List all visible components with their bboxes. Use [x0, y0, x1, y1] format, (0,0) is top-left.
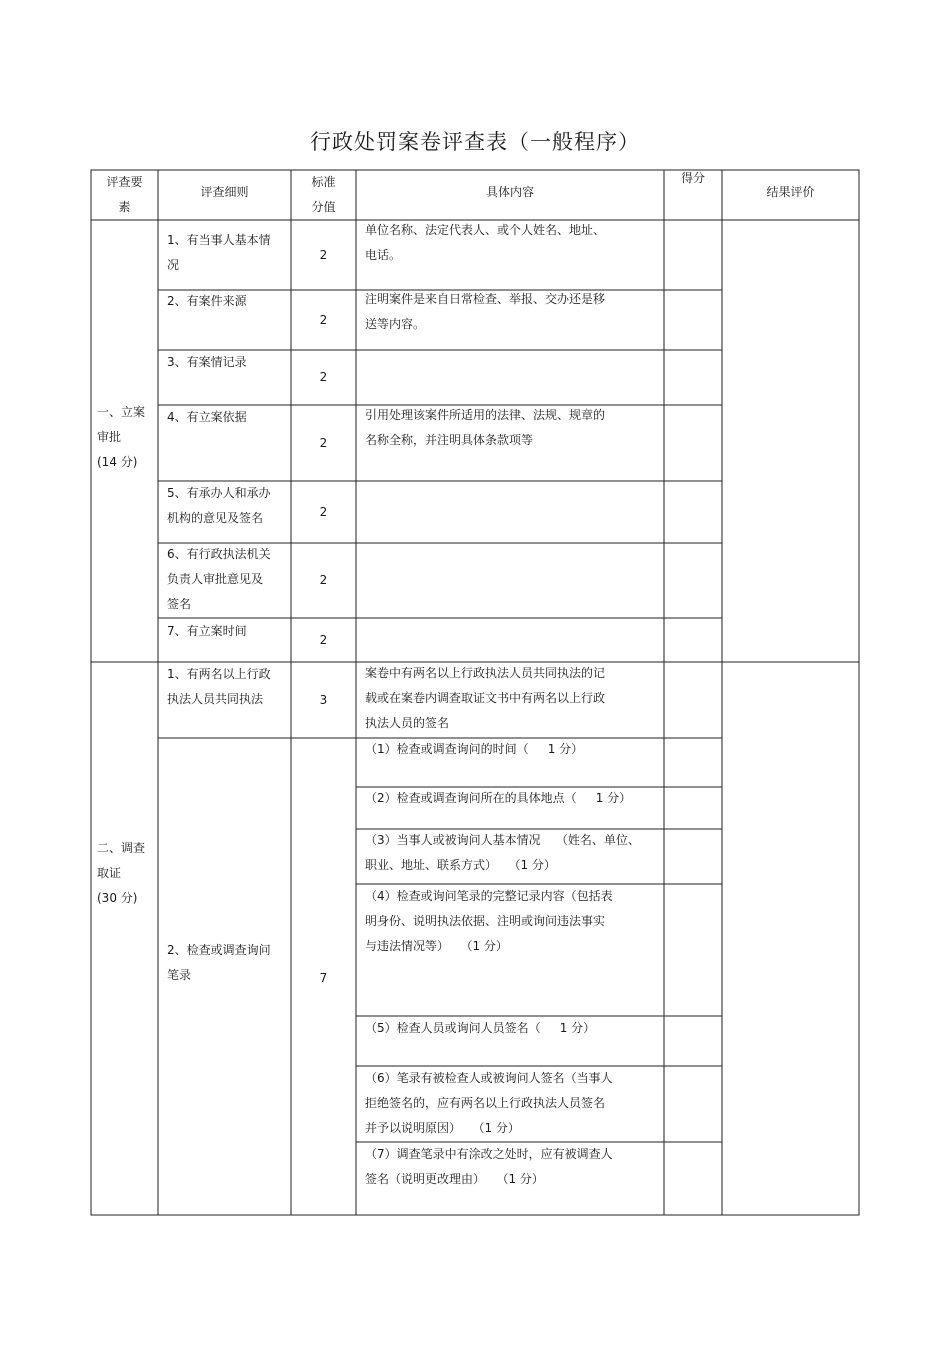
s1-item-2-detail: 2、有案件来源: [167, 294, 247, 308]
s2-sub-4: （4）检查或询问笔录的完整记录内容（包括表 明身份、说明执法依据、注明或询问违法事实 与违法情况等） （1 分）: [365, 889, 613, 953]
s1-item-4-score: 2: [319, 435, 328, 450]
s2-sub-3: （3）当事人或被询问人基本情况 （姓名、单位、 职业、地址、联系方式） （1 分）: [365, 833, 640, 872]
s1-item-7-score: 2: [319, 632, 328, 647]
header-content: 具体内容: [485, 184, 534, 199]
header-detail: 评查细则: [200, 184, 249, 199]
header-standard-score: 标准 分值: [311, 175, 336, 214]
s1-item-2-content: 注明案件是来自日常检查、举报、交办还是移 送等内容。: [365, 292, 606, 331]
s1-item-5-score: 2: [319, 504, 328, 519]
s2-sub-6: （6）笔录有被检查人或被询问人签名（当事人 拒绝签名的，应有两名以上行政执法人员签名 并予以说明原因） （1 分）: [365, 1071, 613, 1135]
s1-item-6-detail: 6、有行政执法机关 负责人审批意见及 签名: [167, 547, 271, 611]
s1-item-1-detail: 1、有当事人基本情 况: [167, 233, 271, 272]
section-2-label: 二、调查 取证 (30 分): [97, 841, 146, 905]
section-1-label: 一、立案 审批 (14 分): [97, 405, 146, 469]
s1-item-7-detail: 7、有立案时间: [167, 624, 247, 638]
s2-sub-5: （5）检查人员或询问人员签名（ 1 分）: [365, 1021, 596, 1035]
s1-item-4-detail: 4、有立案依据: [167, 410, 247, 424]
s1-item-3-detail: 3、有案情记录: [167, 355, 247, 369]
s2-item-1-content: 案卷中有两名以上行政执法人员共同执法的记 载或在案卷内调查取证文书中有两名以上行政 执法人员的签名: [365, 666, 606, 730]
s2-sub-7: （7）调查笔录中有涂改之处时，应有被调查人 签名（说明更改理由） （1 分）: [365, 1147, 613, 1186]
s2-item-1-detail: 1、有两名以上行政 执法人员共同执法: [167, 667, 271, 706]
s1-item-2-score: 2: [319, 312, 328, 327]
header-score: 得分: [680, 171, 705, 185]
page-title: 行政处罚案卷评查表（一般程序）: [310, 130, 640, 154]
s2-item-2-score: 7: [319, 970, 328, 985]
header-element: 评查要 素: [106, 175, 143, 214]
s2-item-2-detail: 2、检查或调查询问 笔录: [167, 943, 271, 982]
s1-item-1-content: 单位名称、法定代表人、或个人姓名、地址、 电话。: [365, 223, 606, 262]
s1-item-5-detail: 5、有承办人和承办 机构的意见及签名: [167, 486, 271, 525]
header-result: 结果评价: [766, 184, 815, 199]
s1-item-1-score: 2: [319, 247, 328, 262]
s1-item-4-content: 引用处理该案件所适用的法律、法规、规章的 名称全称，并注明具体条款项等: [365, 408, 606, 447]
s1-item-3-score: 2: [319, 370, 328, 384]
s2-sub-2: （2）检查或调查询问所在的具体地点（ 1 分）: [365, 791, 632, 805]
s2-item-1-score: 3: [319, 692, 328, 707]
s2-sub-1: （1）检查或调查询问的时间（ 1 分）: [365, 742, 584, 756]
s1-item-6-score: 2: [319, 573, 328, 587]
